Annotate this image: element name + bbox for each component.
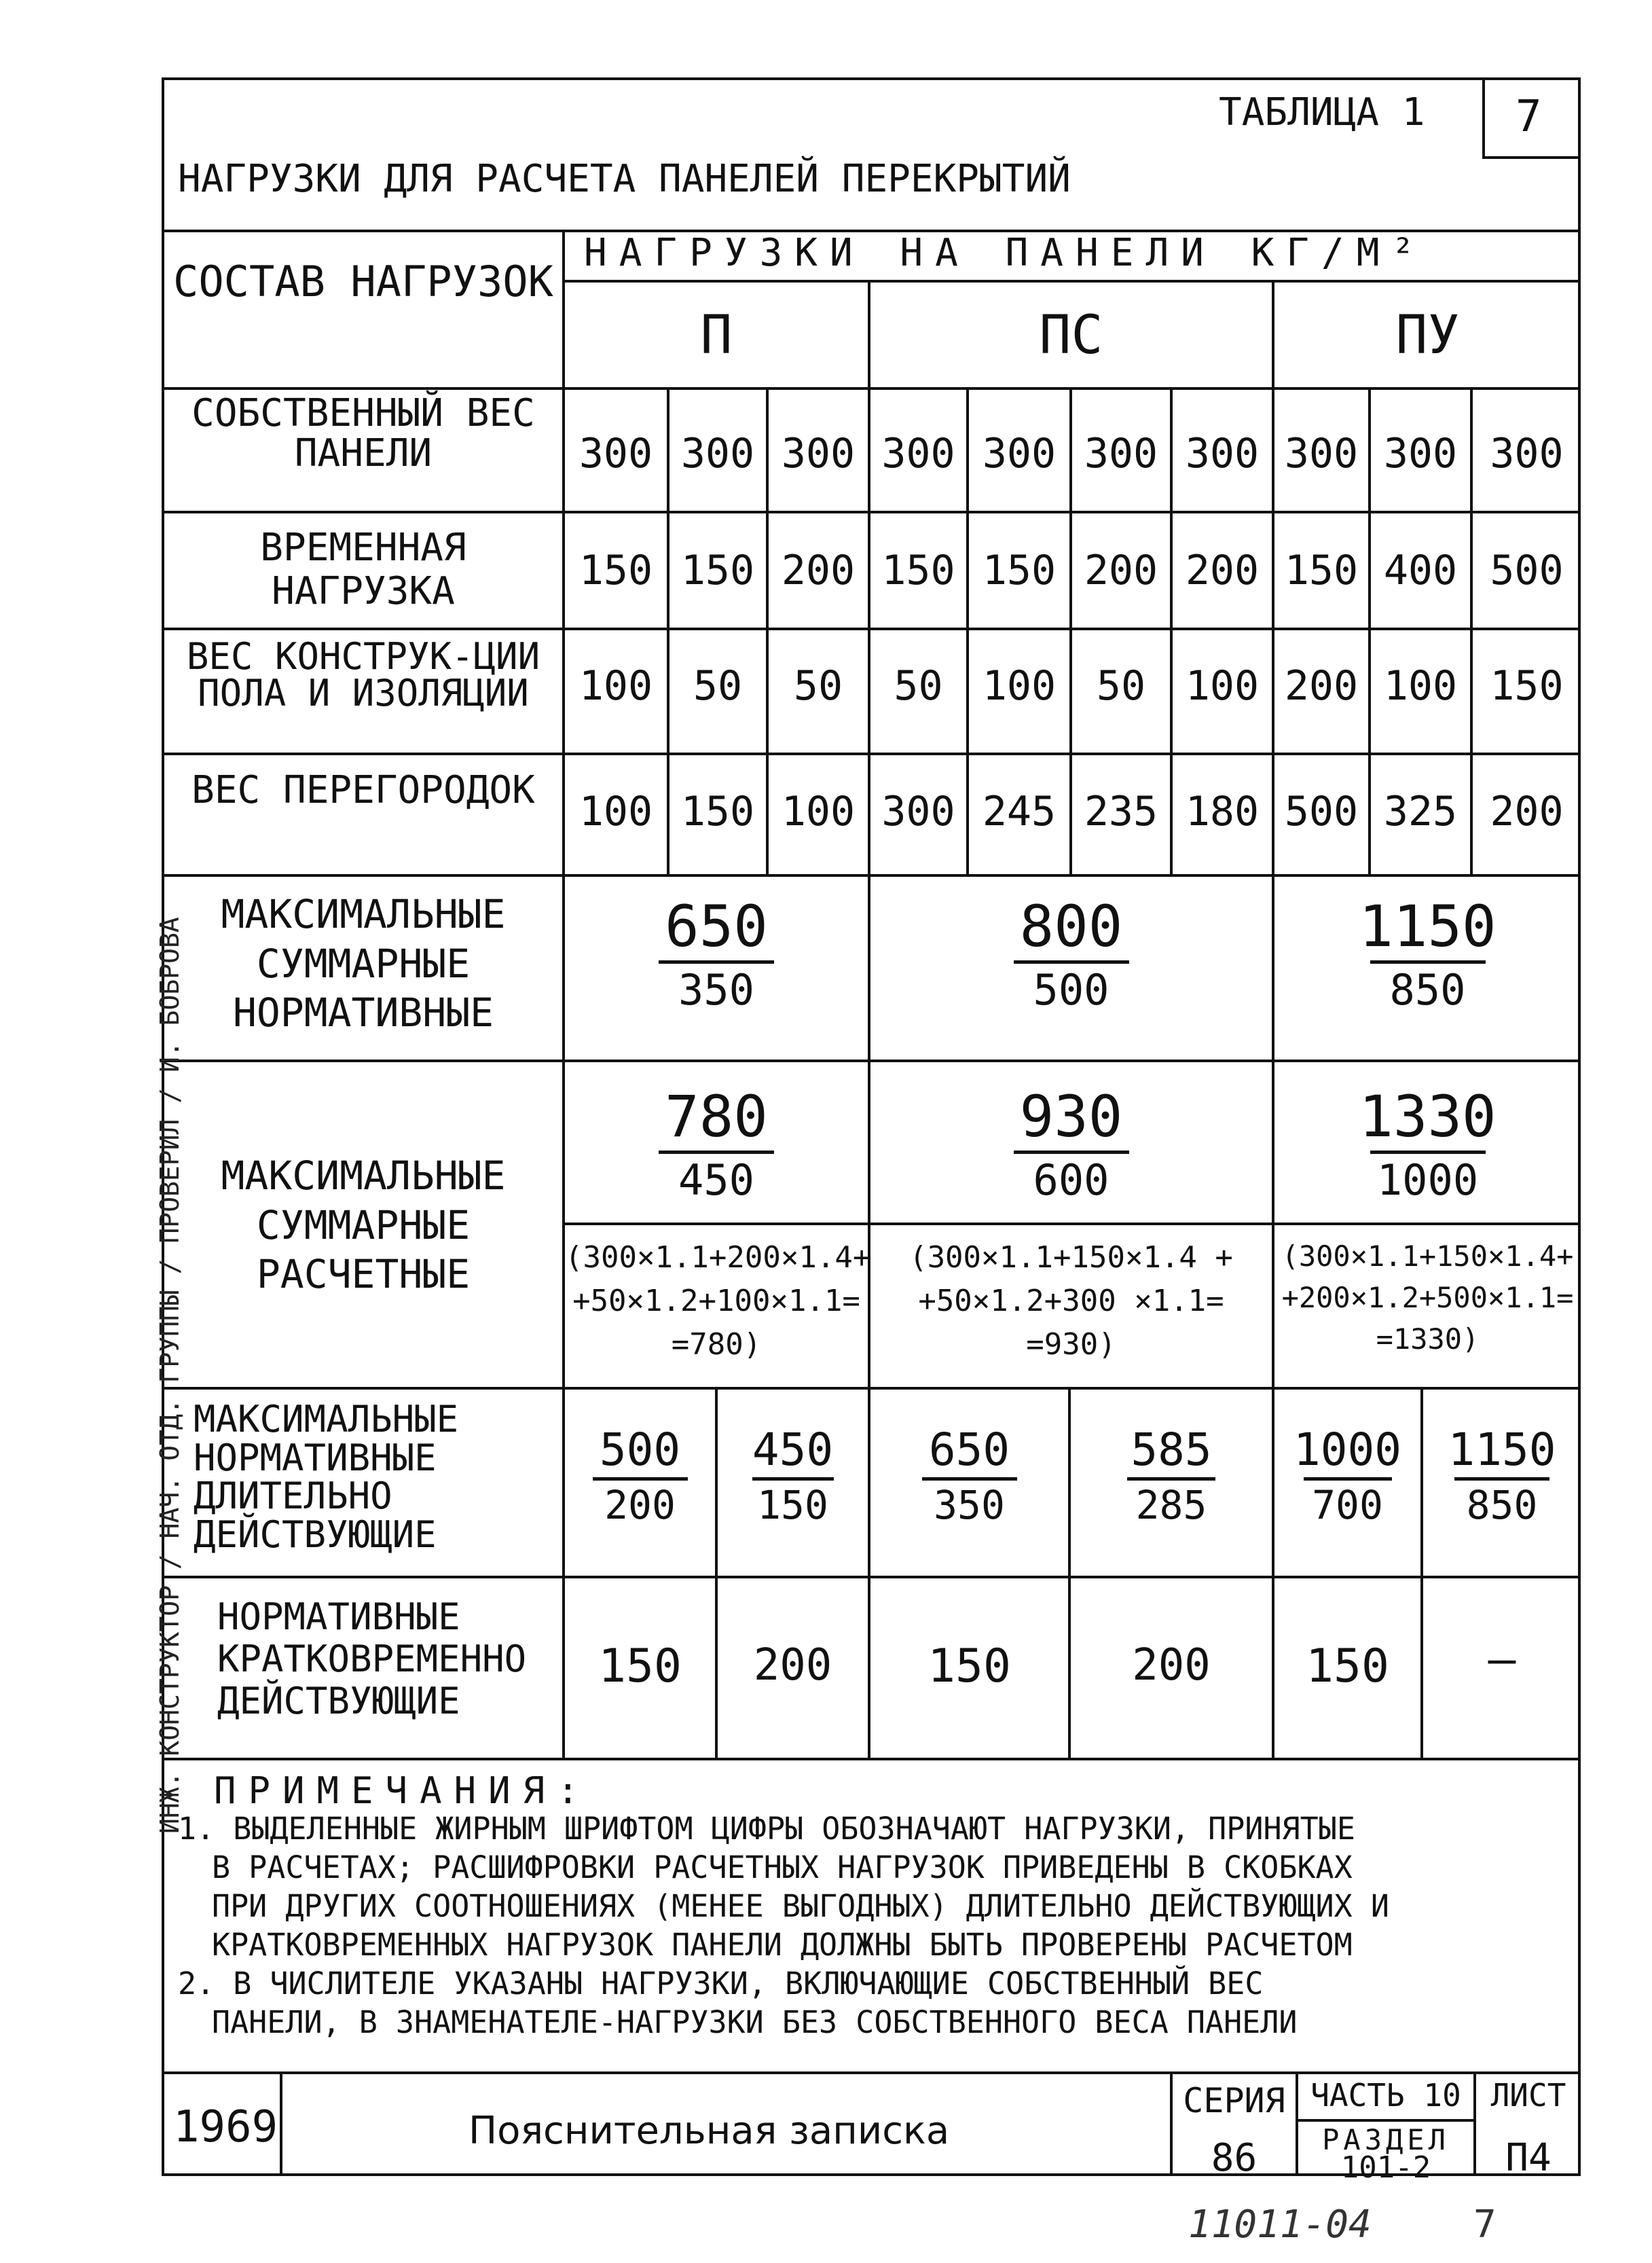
stamp-sheet-value: П4 [1505,2136,1552,2180]
row-3-value-7: 100 [1185,662,1260,710]
row-3-value-4: 50 [894,662,943,710]
row-2-value-3: 200 [781,547,856,594]
page-number: 7 [1516,92,1542,142]
row-3-value-5: 100 [982,662,1057,710]
stamp-series-label: СЕРИЯ [1183,2081,1285,2120]
row-1-value-6: 300 [1084,430,1158,477]
footer-code: 11011-04 [1188,2203,1372,2247]
short-term-6: — [1488,1633,1516,1686]
row-3-value-8: 200 [1284,662,1359,710]
note-line-3: ПРИ ДРУГИХ СООТНОШЕНИЯХ (МЕНЕЕ ВЫГОДНЫХ) ДЛИТЕЛЬНО ДЕЙСТВУЮЩИХ И [212,1888,1389,1924]
panel-type-p: П [700,305,733,366]
stamp-series-value: 86 [1211,2136,1258,2180]
row-4-value-10: 200 [1490,788,1564,835]
row-4-value-4: 300 [881,788,955,835]
short-term-4: 200 [1132,1640,1211,1690]
stamp-section-label: РАЗДЕЛ [1322,2123,1450,2156]
row-2-value-8: 150 [1284,547,1359,594]
row-1-value-5: 300 [982,430,1057,477]
formula-ps: (300×1.1+150×1.4 + +50×1.2+300 ×1.1= =930) [909,1240,1233,1362]
row-2-value-5: 150 [982,547,1057,594]
max-normative-ps: 800 500 [870,897,1272,1012]
stamp-year: 1969 [173,2102,278,2152]
row-2-value-2: 150 [680,547,755,594]
row-label-partitions: ВЕС ПЕРЕГОРОДОК [191,768,535,812]
short-term-5: 150 [1306,1640,1389,1693]
row-3-value-2: 50 [693,662,743,710]
formula-pu: (300×1.1+150×1.4+ +200×1.2+500×1.1= =1330) [1281,1239,1574,1356]
row-label-max-design: МАКСИМАЛЬНЫЕ СУММАРНЫЕ РАСЧЕТНЫЕ [221,1153,506,1297]
notes-heading: ПРИМЕЧАНИЯ: [214,1769,591,1812]
row-2-value-6: 200 [1084,547,1158,594]
row-3-value-3: 50 [793,662,843,710]
panel-type-pu: ПУ [1395,305,1460,366]
row-4-value-7: 180 [1185,788,1260,835]
row-4-value-6: 235 [1084,788,1158,835]
footer-page: 7 [1473,2203,1497,2247]
row-4-value-5: 245 [982,788,1057,835]
row-3-value-9: 100 [1383,662,1458,710]
short-term-1: 150 [598,1640,682,1693]
panel-type-ps: ПС [1039,305,1103,366]
table-title: НАГРУЗКИ ДЛЯ РАСЧЕТА ПАНЕЛЕЙ ПЕРЕКРЫТИЙ [178,157,1071,201]
max-long-3: 650 350 [870,1426,1068,1526]
row-label-floor: ВЕС КОНСТРУК-ЦИИ ПОЛА И ИЗОЛЯЦИИ [186,635,540,714]
max-long-5: 1000 700 [1293,1424,1401,1529]
row-2-value-10: 500 [1490,547,1564,594]
max-long-6: 1150 850 [1448,1424,1556,1529]
row-1-value-3: 300 [781,430,856,477]
loads-header: НАГРУЗКИ НА ПАНЕЛИ КГ/М² [584,231,1427,275]
row-label-max-normative: МАКСИМАЛЬНЫЕ СУММАРНЫЕ НОРМАТИВНЫЕ [221,891,506,1036]
row-4-value-1: 100 [579,788,653,835]
row-4-value-2: 150 [680,788,755,835]
max-design-ps: 930 600 [870,1087,1272,1202]
stamp-part: ЧАСТЬ 10 [1310,2077,1461,2114]
note-line-4: КРАТКОВРЕМЕННЫХ НАГРУЗОК ПАНЕЛИ ДОЛЖНЫ БЫТЬ ПРОВЕРЕНЫ РАСЧЕТОМ [212,1927,1353,1963]
row-4-value-3: 100 [781,788,856,835]
row-2-value-9: 400 [1383,547,1458,594]
row-1-value-7: 300 [1185,430,1260,477]
max-normative-pu: 1150 850 [1359,893,1497,1015]
formula-p: (300×1.1+200×1.4+ +50×1.2+100×1.1= =780) [565,1240,871,1362]
max-design-p: 780 450 [565,1087,868,1202]
row-1-value-4: 300 [881,430,955,477]
row-4-value-9: 325 [1383,788,1458,835]
max-long-1: 500 200 [565,1426,715,1526]
row-1-value-10: 300 [1490,430,1564,477]
note-line-2: В РАСЧЕТАХ; РАСШИФРОВКИ РАСЧЕТНЫХ НАГРУЗОК ПРИВЕДЕНЫ В СКОБКАХ [212,1849,1353,1885]
note-line-5: 2. В ЧИСЛИТЕЛЕ УКАЗАНЫ НАГРУЗКИ, ВКЛЮЧАЮЩИЕ СОБСТВЕННЫЙ ВЕС [178,1966,1264,2002]
stamp-doc-title: Пояснительная записка [469,2109,950,2153]
row-label-temporary: ВРЕМЕННАЯ НАГРУЗКА [260,526,466,614]
note-line-1: 1. ВЫДЕЛЕННЫЕ ЖИРНЫМ ШРИФТОМ ЦИФРЫ ОБОЗНАЧАЮТ НАГРУЗКИ, ПРИНЯТЫЕ [178,1811,1355,1847]
row-4-value-8: 500 [1284,788,1359,835]
row-1-value-8: 300 [1284,430,1359,477]
row-3-value-6: 50 [1096,662,1146,710]
stamp-sheet-label: ЛИСТ [1490,2077,1566,2114]
max-long-4: 585 285 [1071,1426,1272,1526]
short-term-3: 150 [928,1640,1011,1693]
row-1-value-1: 300 [579,430,653,477]
row-3-value-1: 100 [579,662,653,710]
row-1-value-9: 300 [1383,430,1458,477]
row-label-short-term: НОРМАТИВНЫЕ КРАТКОВРЕМЕННО ДЕЙСТВУЮЩИЕ [217,1595,527,1723]
table-label: ТАБЛИЦА 1 [1219,90,1425,134]
row-3-value-10: 150 [1490,662,1564,710]
row-label-max-long: МАКСИМАЛЬНЫЕ НОРМАТИВНЫЕ ДЛИТЕЛЬНО ДЕЙСТВУЮЩИЕ [194,1398,459,1557]
composition-header: СОСТАВ НАГРУЗОК [173,257,553,306]
max-long-2: 450 150 [752,1424,834,1529]
row-1-value-2: 300 [680,430,755,477]
max-design-pu: 1330 1000 [1359,1083,1497,1206]
row-2-value-7: 200 [1185,547,1260,594]
row-2-value-1: 150 [579,547,653,594]
short-term-2: 200 [753,1640,832,1690]
row-2-value-4: 150 [881,547,955,594]
note-line-6: ПАНЕЛИ, В ЗНАМЕНАТЕЛЕ-НАГРУЗКИ БЕЗ СОБСТВЕННОГО ВЕСА ПАНЕЛИ [212,2004,1298,2040]
row-label-own-weight: СОБСТВЕННЫЙ ВЕС ПАНЕЛИ [191,391,535,475]
stamp-section-value: 101-2 [1340,2150,1431,2185]
side-signatures: ИНЖ. КОНСТРУКТОР / НАЧ. ОТД. ГРУППЫ / ПРОВЕРИЛ / И. БОБРОВА [155,917,185,1834]
max-normative-p: 650 350 [565,897,868,1012]
